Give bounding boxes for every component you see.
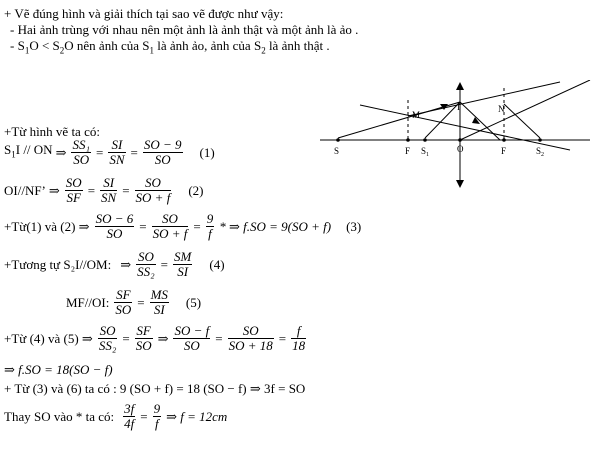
equation-8: + Từ (3) và (6) ta có : 9 (SO + f) = 18 (SO − f) ⇒ 3f = SO bbox=[4, 381, 306, 396]
equation-3: +Từ(1) và (2) ⇒ $\frac{SO - 6}{SO}$ = $\frac{SO}{SO + f}$ = $\frac{9}{f}$ * ⇒ f.SO = 9(SO + f) (3) bbox=[4, 211, 362, 241]
label-F2: F bbox=[501, 146, 507, 156]
label-S2-sub: 2 bbox=[541, 152, 544, 158]
label-S2: S bbox=[536, 146, 542, 156]
intro-line-3: - $S_1O < S_2O$ nên ảnh của $S_1$ là ảnh ảo, ảnh của $S_2$ là ảnh thật . bbox=[10, 38, 330, 56]
lens-diagram bbox=[300, 80, 594, 190]
intro-line-2: - Hai ảnh trùng với nhau nên một ảnh là ảnh thật và một ảnh là ảo . bbox=[10, 22, 359, 37]
label-S1-sub: 1 bbox=[426, 152, 429, 158]
label-O: O bbox=[457, 144, 464, 154]
label-S1: S bbox=[421, 146, 427, 156]
equation-4: +Tương tự S₂I//OM: ⇒ $\frac{SO}{\text{SS₂}}$ = $\frac{SM}{SI}$ (4) bbox=[4, 249, 225, 279]
label-S: S bbox=[334, 146, 340, 156]
equation-9: Thay SO vào * ta có: $\frac{3f}{4f}$ = $\frac{9}{f}$ ⇒ f = 12cm bbox=[4, 401, 228, 431]
step-from-figure: +Từ hình vẽ ta có: bbox=[4, 124, 100, 139]
intro-line-1: + Vẽ đúng hình và giải thích tại sao vẽ được như vậy: bbox=[4, 6, 284, 21]
label-F1: F bbox=[405, 146, 411, 156]
label-N: N bbox=[498, 104, 505, 114]
equation-1: $S_1I$ // ON ⇒ $\frac{\text{SS₁}}{SO}$ = $\frac{SI}{SN}$ = $\frac{SO - 9}{SO}$ (1) bbox=[4, 137, 215, 167]
label-M: M bbox=[412, 110, 421, 120]
equation-6: +Từ (4) và (5) ⇒ $\frac{SO}{\text{SS₂}}$ = $\frac{SF}{SO}$ ⇒ $\frac{SO - f}{SO}$ = $\frac{SO}{SO + 18}$ = $\frac{f}{18}$ bbox=[4, 323, 306, 353]
equation-2: OI//NF’ ⇒ $\frac{SO}{SF}$ = $\frac{SI}{SN}$ = $\frac{SO}{SO + f}$ (2) bbox=[4, 175, 204, 205]
equation-7: ⇒ f.SO = 18(SO − f) bbox=[4, 362, 113, 377]
label-I: I bbox=[457, 102, 460, 112]
equation-5: MF//OI: $\frac{SF}{SO}$ = $\frac{MS}{SI}$ (5) bbox=[66, 287, 202, 317]
